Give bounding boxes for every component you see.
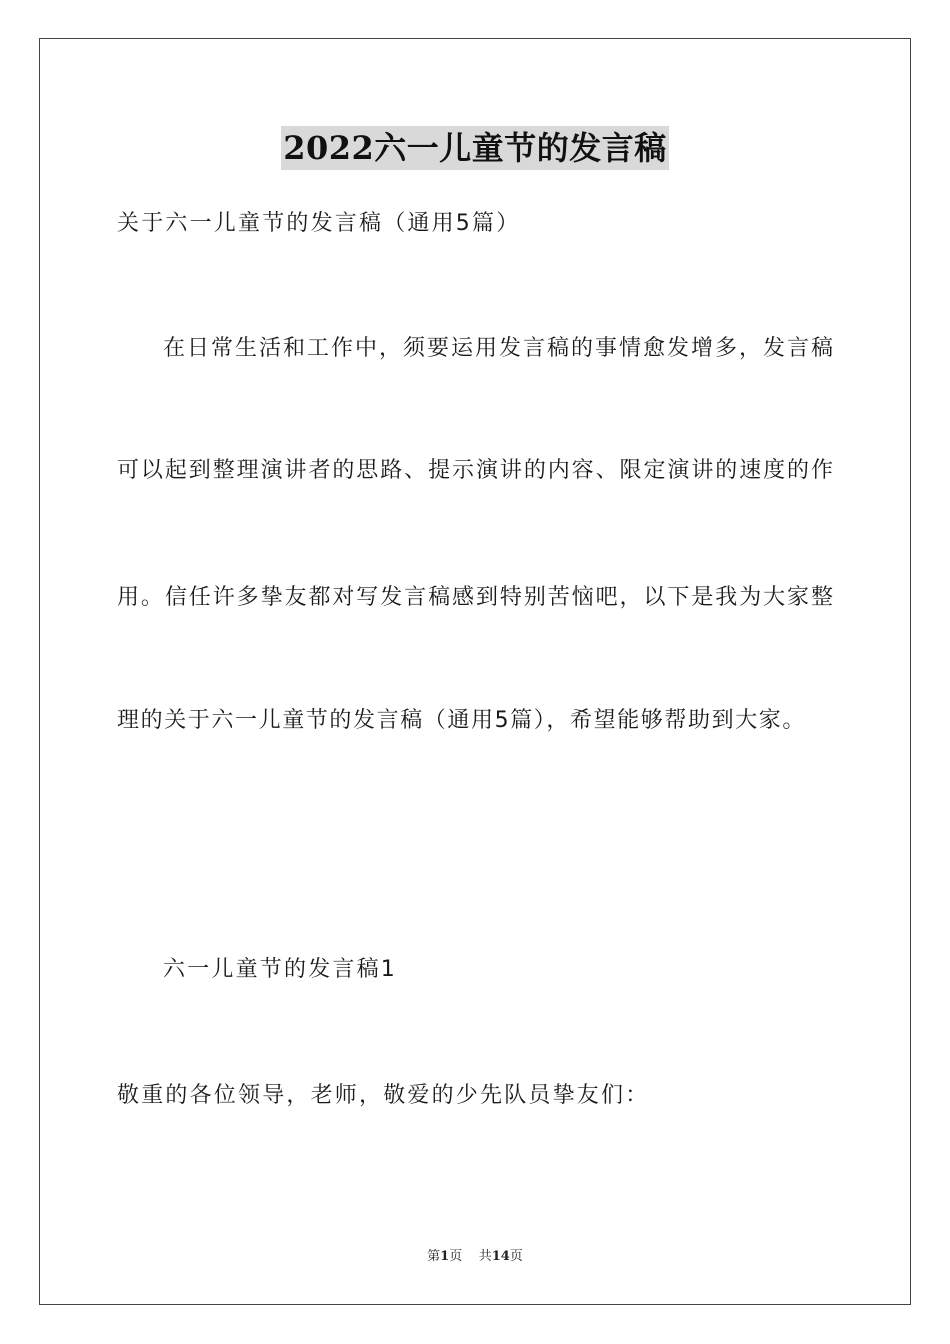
page-footer <box>0 1248 950 1266</box>
footer-middle: 页 共 <box>449 1249 492 1264</box>
footer-prefix: 第 <box>427 1249 441 1264</box>
intro-line-2: 可以起到整理演讲者的思路、提示演讲的内容、限定演讲的速度的作 <box>117 458 833 483</box>
intro-line-4: 理的关于六一儿童节的发言稿（通用5篇），希望能够帮助到大家。 <box>117 708 806 733</box>
footer-current-page: 1 <box>440 1249 450 1264</box>
footer-suffix: 页 <box>509 1249 523 1264</box>
footer-total-pages: 14 <box>491 1249 510 1264</box>
intro-line-3: 用。信任许多挚友都对写发言稿感到特别苦恼吧，以下是我为大家整 <box>117 585 833 610</box>
salutation: 敬重的各位领导，老师，敬爱的少先队员挚友们： <box>117 1083 650 1108</box>
document-title: 2022六一儿童节的发言稿 <box>281 126 669 170</box>
intro-line-1: 在日常生活和工作中，须要运用发言稿的事情愈发增多，发言稿 <box>163 336 833 361</box>
section-heading: 六一儿童节的发言稿1 <box>163 957 397 982</box>
title-container <box>0 126 950 170</box>
document-subtitle: 关于六一儿童节的发言稿（通用5篇） <box>117 211 521 236</box>
